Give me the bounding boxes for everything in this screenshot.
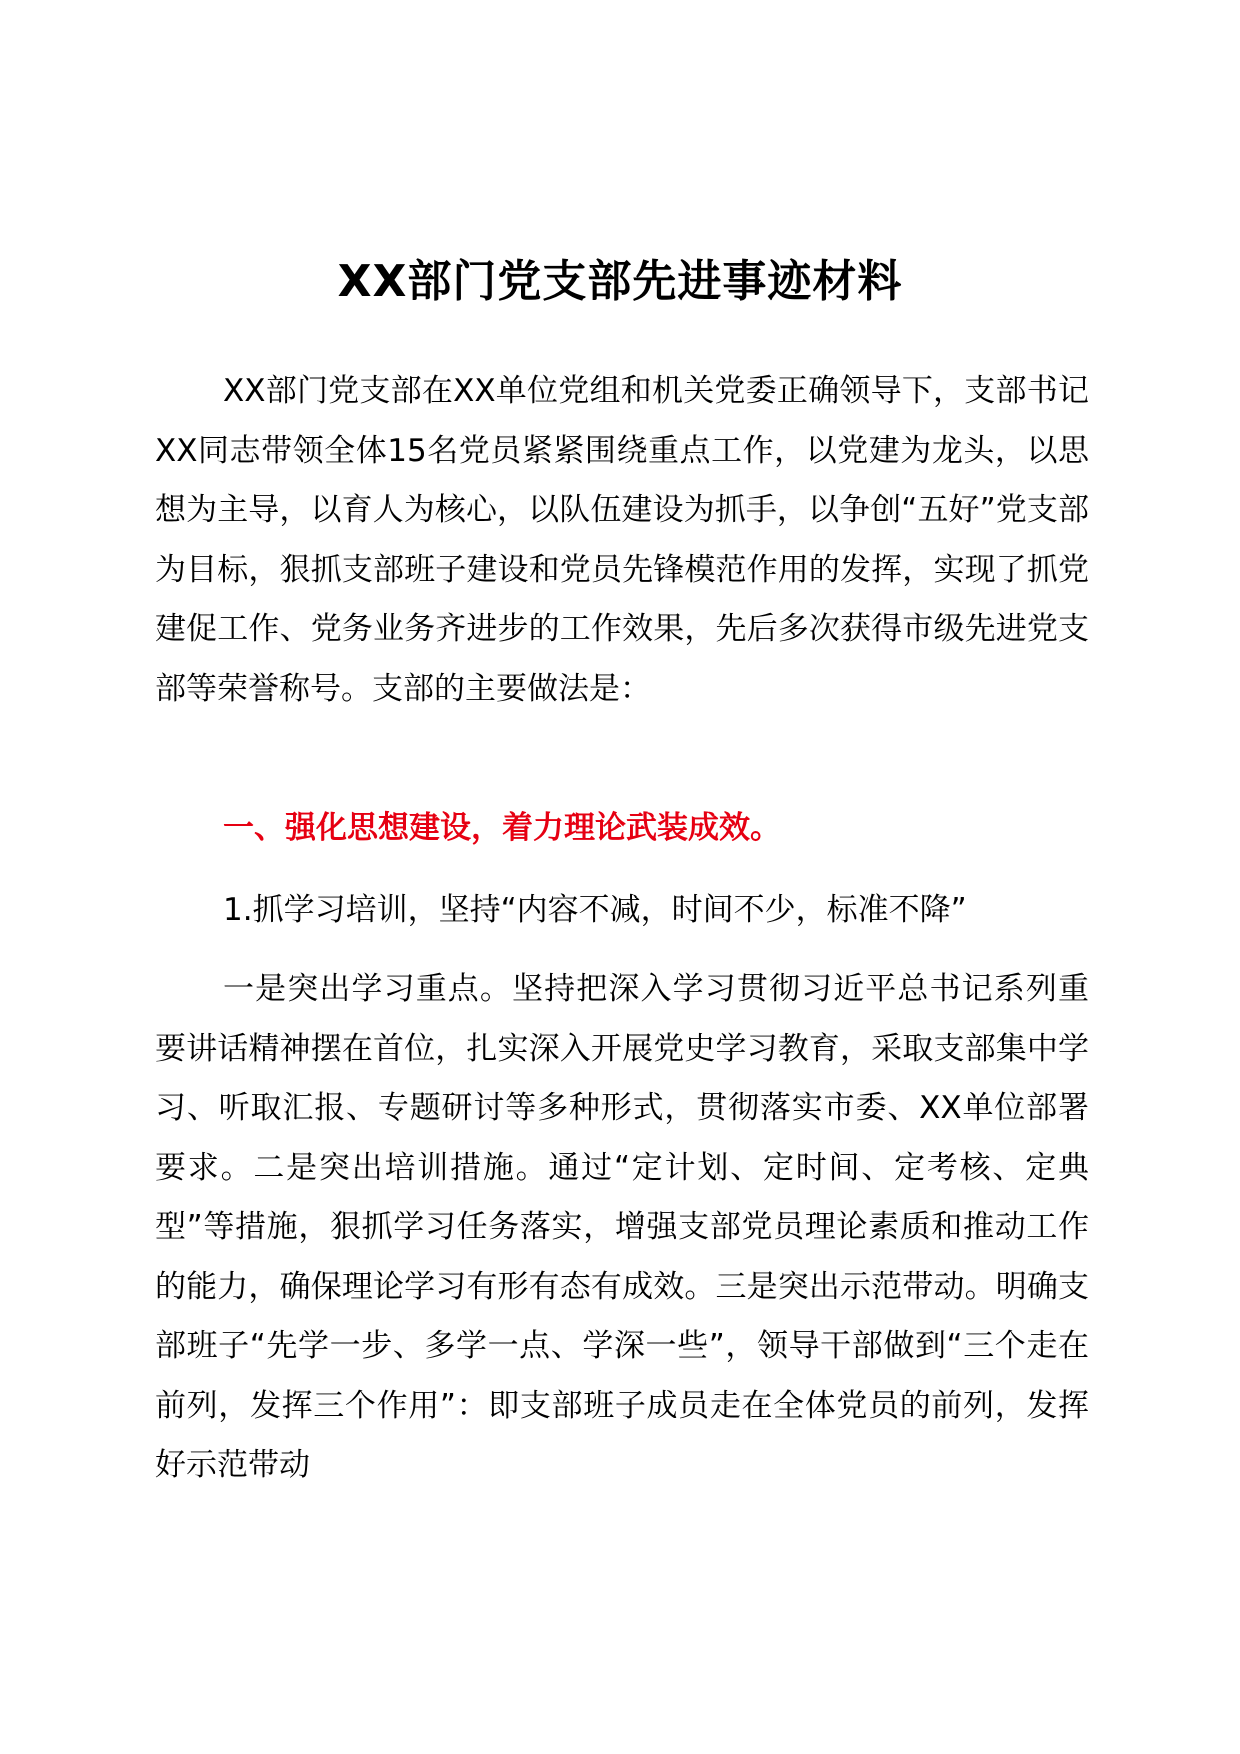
- intro-paragraph: XX部门党支部在XX单位党组和机关党委正确领导下，支部书记XX同志带领全体15名党员紧紧围绕重点工作，以党建为龙头，以思想为主导，以育人为核心，以队伍建设为抓手，以争创“五好”党支部为目标，狠抓支部班子建设和党员先锋模范作用的发挥，实现了抓党建促工作、党务业务齐进步的工作效果，先后多次获得市级先进党支部等荣誉称号。支部的主要做法是：: [155, 373, 1089, 707]
- document-title: XX部门党支部先进事迹材料: [337, 256, 903, 307]
- section-paragraph: 一是突出学习重点。坚持把深入学习贯彻习近平总书记系列重要讲话精神摆在首位，扎实深入开展党史学习教育，采取支部集中学习、听取汇报、专题研讨等多种形式，贯彻落实市委、XX单位部署要求。二是突出培训措施。通过“定计划、定时间、定考核、定典型”等措施，狠抓学习任务落实，增强支部党员理论素质和推动工作的能力，确保理论学习有形有态有成效。三是突出示范带动。明确支部班子“先学一步、多学一点、学深一些”，领导干部做到“三个走在前列，发挥三个作用”：即支部班子成员走在全体党员的前列，发挥好示范带动: [155, 971, 1089, 1483]
- section-heading: 一、强化思想建设，着力理论武装成效。: [223, 810, 781, 846]
- section-subheading: 1.抓学习培训，坚持“内容不减，时间不少，标准不降”: [223, 892, 967, 928]
